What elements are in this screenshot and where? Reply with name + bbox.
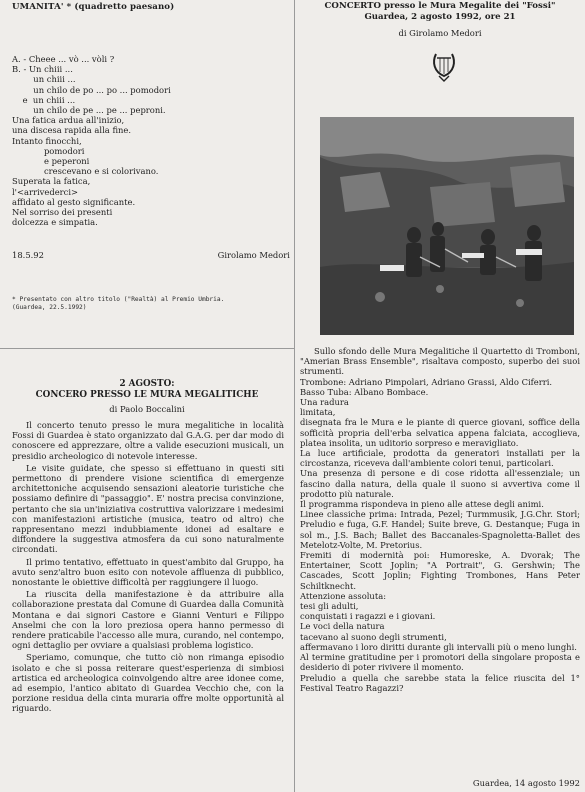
concert-paragraph: Sullo sfondo delle Mura Megalitiche il Quartetto di Tromboni, "Amerian Brass Ensemble", risaltava composto, superbo dei suoi strumenti. — [300, 346, 580, 377]
poem-line: un chiii ... — [12, 74, 76, 85]
article-paragraph: Il primo tentativo, effettuato in quest'ambito dal Gruppo, ha avuto senz'altro buon esito con notevole affluenza di pubblico, nonostante le obiettive difficoltà per raggiungere il luogo. — [12, 556, 284, 588]
concert-title-line: CONCERTO presso le Mura Megalite dei "Fossi" — [324, 1, 556, 11]
poem-line: affidato al gesto significante. — [12, 196, 136, 207]
poem-line: e peperoni — [12, 156, 90, 167]
poem-line: crescevano e si colorivano. — [12, 166, 159, 177]
article-heading — [12, 379, 282, 401]
concert-paragraph: tesi gli adulti, — [300, 601, 359, 612]
concert-title-line: Guardea, 2 agosto 1992, ore 21 — [364, 11, 516, 22]
article-body — [12, 420, 284, 716]
article-paragraph: La riuscita della manifestazione è da attribuire alla collaborazione prestata dal Comune di Guardea dalla Comunità Montana e dai signori Castore e Gianni Venturi e Filippo Anselmi che con la loro preziosa opera hanno permesso di rendere praticabile l'accesso alle mura, curando, nel contempo, ogni dettaglio per ovviare a qualsiasi problema logistico. — [12, 589, 284, 651]
concert-paragraph: Al termine gratitudine per i promotori della singolare proposta e desiderio di poter rivivere il momento. — [300, 652, 580, 673]
concert-paragraph: Trombone: Adriano Pimpolari, Adriano Grassi, Aldo Ciferri. — [300, 376, 553, 387]
section-divider — [0, 348, 294, 349]
concert-byline: di Girolamo Medori — [398, 28, 482, 38]
concert-paragraph: Fremiti di modernità poi: Humoreske, A. Dvorak; The Entertainer, Scott Joplin; "A Portrait", G. Gershwin; The Cascades, Scott Joplin; Fighting Trombones, Hans Peter Schiltknecht. — [300, 550, 580, 591]
poem-line: dolcezza e simpatia. — [12, 217, 98, 228]
article-paragraph: Le visite guidate, che spesso si effettuano in questi siti permettono di prendere visione scientifica di emergenze architettoniche acquisendo sensazioni aleatorie turistiche che possiamo definire di "passaggio". E' nostra precisa convinzione, pertanto che sia un'iniziativa costruttiva valorizzare i medesimi con manifestazioni artistiche (musica, teatro od altro) che rappresentano mezzi indubbiamente idonei ad esaltare e diffondere la suggestiva atmosfera da cui sono naturalmente circondati. — [12, 462, 284, 555]
concert-paragraph: limitata, — [300, 407, 336, 418]
concert-paragraph: Una radura — [300, 397, 349, 408]
concert-paragraph: Basso Tuba: Albano Bombace. — [300, 386, 429, 397]
poem-line: pomodori — [12, 145, 85, 156]
concert-paragraph: Preludio a quella che sarebbe stata la felice riuscita del 1° Festival Teatro Ragazzi? — [300, 672, 580, 693]
poem-line: una discesa rapida alla fine. — [12, 125, 132, 136]
concert-title — [300, 1, 580, 22]
concert-paragraph: tacevano al suono degli strumenti, — [300, 631, 447, 642]
concert-paragraph: Il programma rispondeva in pieno alle attese degli animi. — [300, 499, 544, 510]
poem-footnote — [12, 296, 288, 311]
poem-line: A. - Cheee ... vò ... vòli ? — [12, 54, 115, 64]
poem-body — [12, 54, 282, 227]
footnote-line: (Guardea, 22.5.1992) — [12, 303, 87, 311]
concert-paragraph: disegnata fra le Mura e le piante di querce giovani, soffice della sofficità propria dell'erba selvatica appena falciata, accoglieva, platea insolita, un uditorio sorpreso e meravigliato. — [300, 417, 580, 448]
concert-paragraph: conquistati i ragazzi e i giovani. — [300, 611, 436, 622]
poem-line: B. - Un chiii ... — [12, 64, 73, 75]
lyre-emblem-icon — [430, 50, 458, 82]
column-divider — [294, 0, 295, 792]
concert-paragraph: Linee classiche prima: Intrada, Pezel; Turmmusik, J.G.Chr. Storl; Preludio e fuga, G.F. Handel; Suite breve, G. Destanque; Fuga in sol m., J.S. Bach; Ballet des Baccanales-Spagnoletta-Ballet des Metelotz-Volte, M. Pretorius. — [300, 509, 580, 550]
poem-line: l'<arrivederci> — [12, 186, 79, 197]
footnote-line: * Presentato con altro titolo ("Realtà) al Premio Umbria. — [12, 296, 225, 303]
concert-paragraph: Una presenza di persone e di cose ridotta all'essenziale; un fascino dalla natura, della quale il suono si avvertiva come il prodotto più naturale. — [300, 468, 580, 499]
article-heading-line: CONCERO PRESSO LE MURA MEGALITICHE — [35, 390, 259, 400]
poem-line: un chilo de po ... po ... pomodori — [12, 84, 171, 95]
concert-photo — [320, 117, 574, 335]
article-paragraph: Il concerto tenuto presso le mura megalitiche in località Fossi di Guardea è stato organizzato dal G.A.G. per dar modo di conoscere ed apprezzare, oltre a valide esecuzioni musicali, un presidio archeologico di notevole interesse. — [12, 420, 284, 461]
poem-line: un chilo de pe ... pe ... peproni. — [12, 105, 166, 116]
poem-line: Intanto finocchi, — [12, 135, 82, 146]
article-byline: di Paolo Boccalini — [109, 404, 185, 414]
concert-paragraph: Le voci della natura — [300, 621, 385, 632]
poem-line: e un chiii ... — [12, 94, 76, 105]
article-heading-line: 2 AGOSTO: — [119, 379, 175, 389]
concert-paragraph: La luce artificiale, prodotta da generatori installati per la circostanza, riceveva dall'ambiente colori tenui, particolari. — [300, 448, 580, 469]
poem-date: 18.5.92 — [12, 250, 44, 260]
concert-body — [300, 346, 580, 693]
poem-author: Girolamo Medori — [217, 250, 290, 260]
poem-line: Una fatica ardua all'inizio, — [12, 115, 125, 126]
article-paragraph: Speriamo, comunque, che tutto ciò non rimanga episodio isolato e che si possa reiterare quest'esperienza di simbiosi artistica ed archeologica coinvolgendo altre aree idonee come, ad esempio, l'antico abitato di Guardea Vecchio che, con la porzione residua della cinta muraria offre molte opportunità al riguardo. — [12, 652, 284, 714]
poem-line: Superata la fatica, — [12, 176, 91, 187]
poem-title: UMANITA' * (quadretto paesano) — [12, 2, 175, 12]
poem-line: Nel sorriso dei presenti — [12, 207, 113, 218]
concert-paragraph: Attenzione assoluta: — [300, 590, 387, 601]
concert-signature: Guardea, 14 agosto 1992 — [472, 778, 580, 788]
concert-paragraph: affermavano i loro diritti durante gli intervalli più o meno lunghi. — [300, 641, 577, 652]
